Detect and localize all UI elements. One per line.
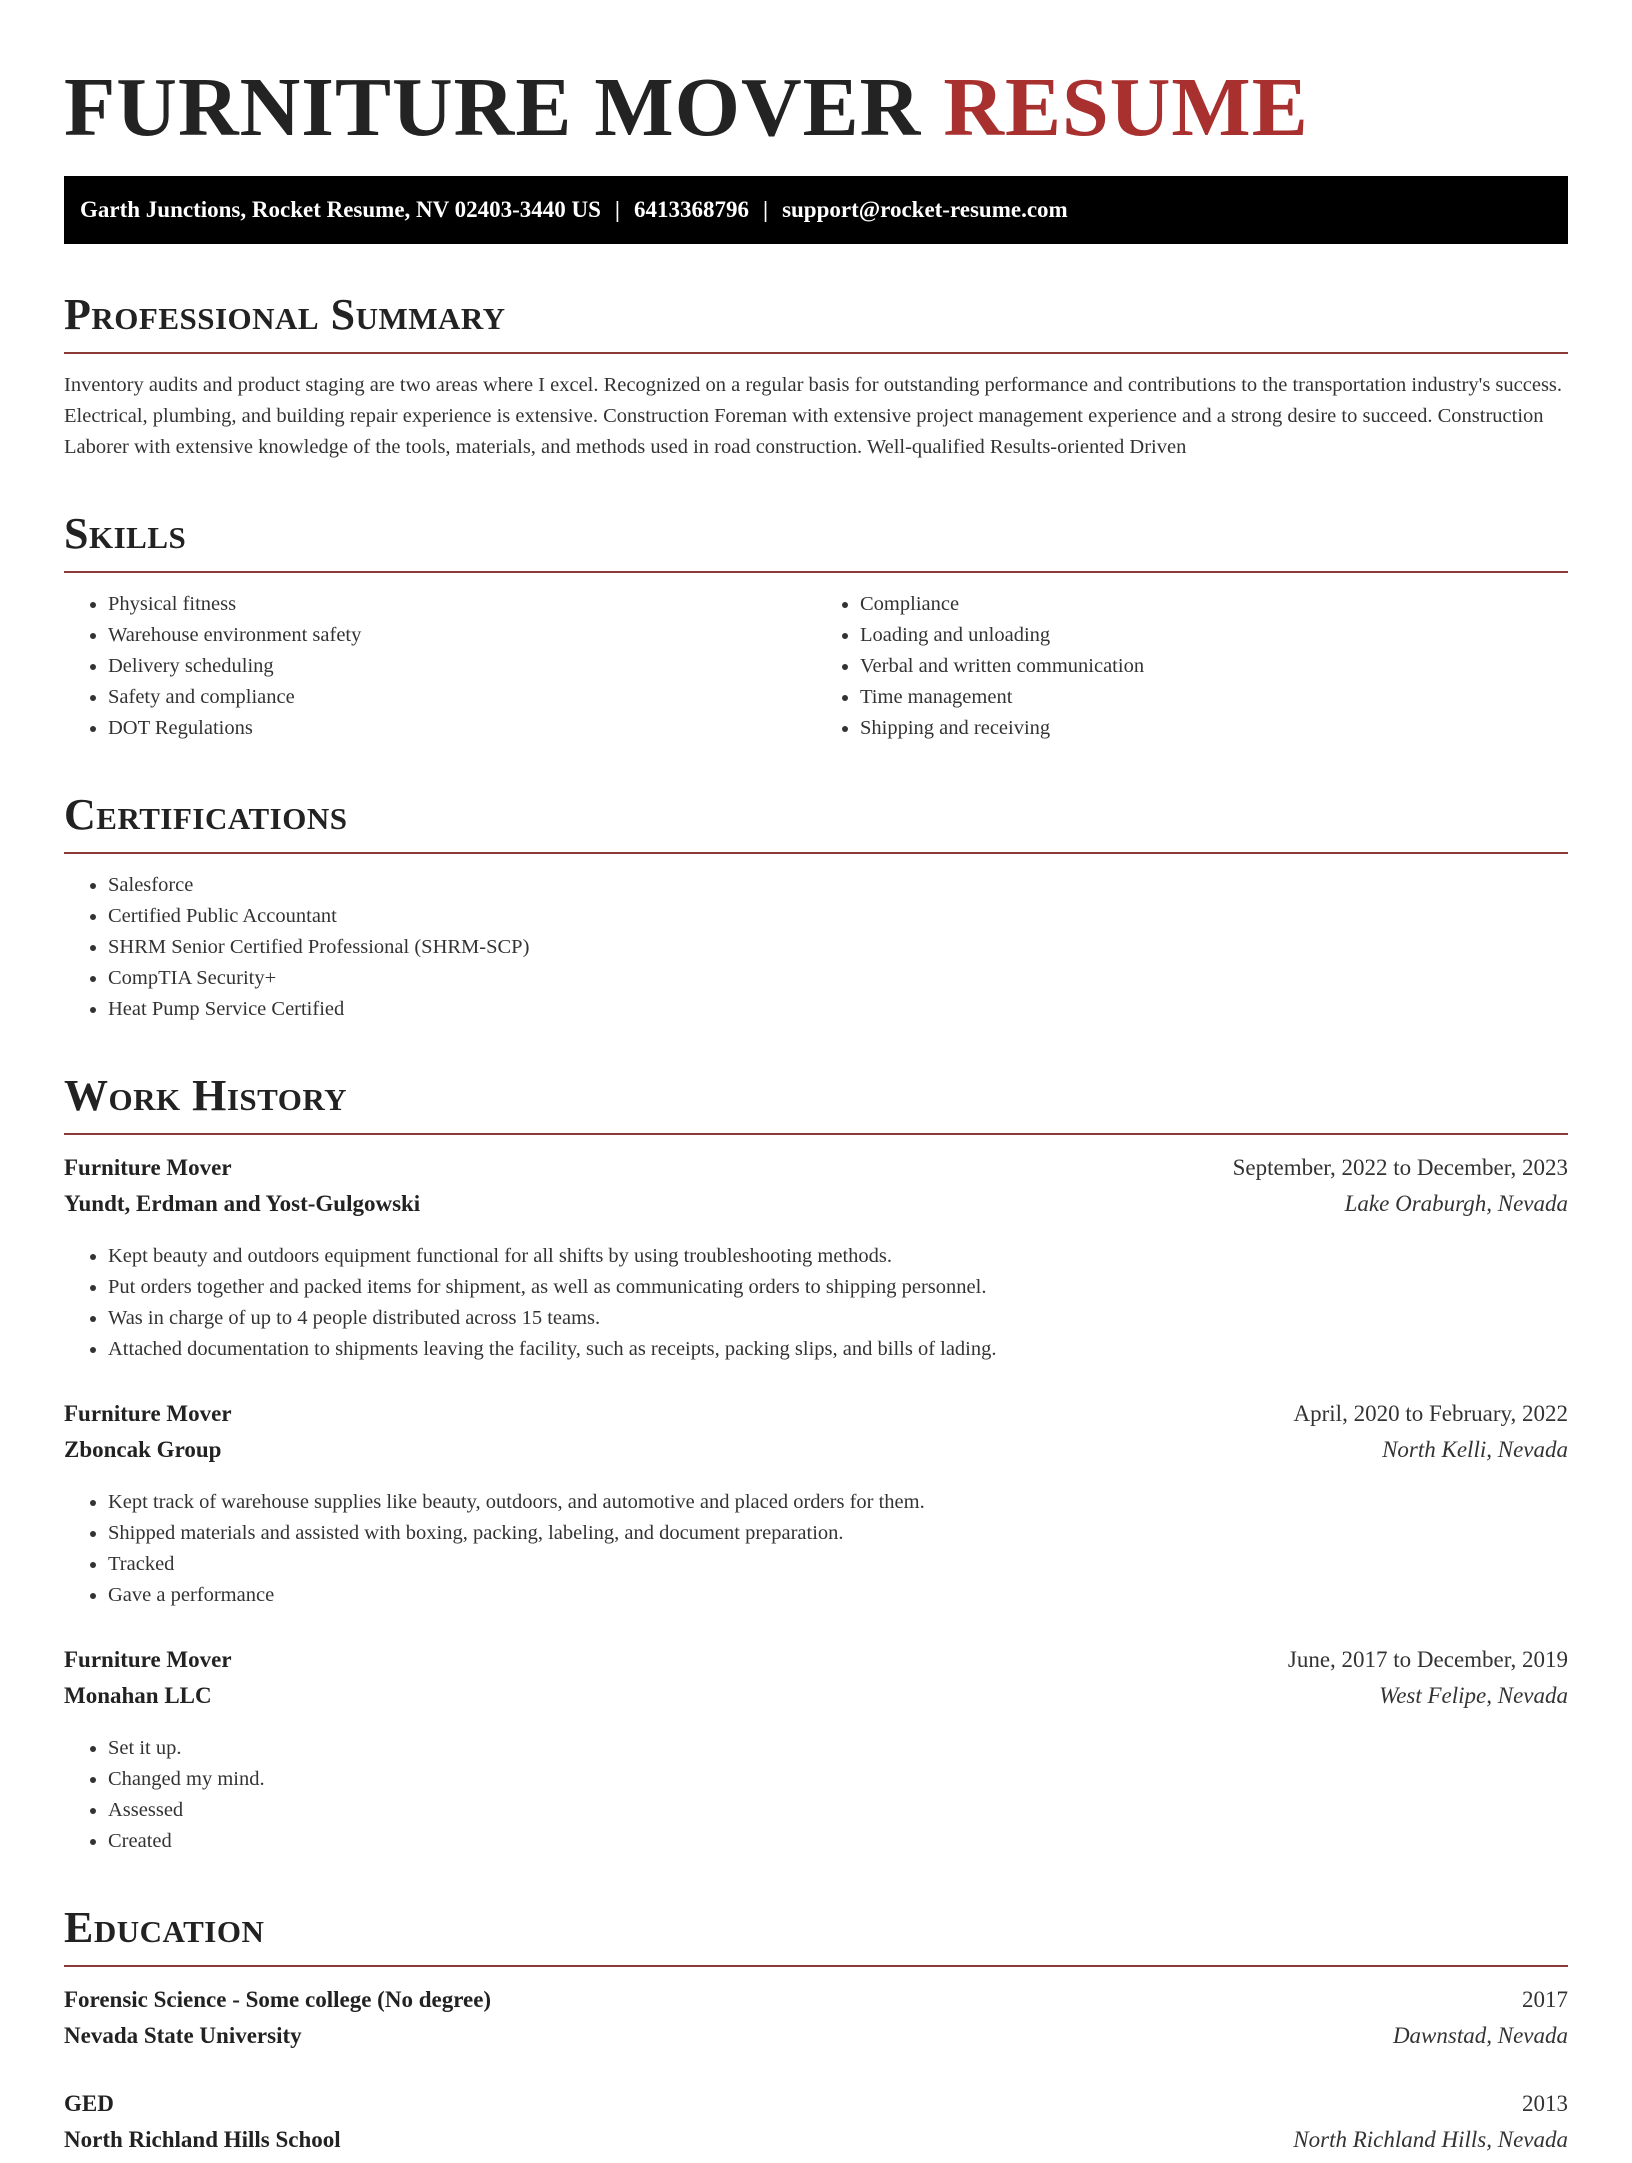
education-heading: Education bbox=[64, 1903, 265, 1952]
job-bullet: • Created bbox=[108, 1826, 1568, 1857]
job-bullet: • Shipped materials and assisted with boxing, packing, labeling, and document preparation. bbox=[108, 1518, 1568, 1549]
job-entry bbox=[64, 1401, 1568, 1611]
job-location: West Felipe, Nevada bbox=[1379, 1683, 1568, 1708]
education-entry bbox=[64, 2091, 1568, 2163]
job-company-row bbox=[64, 1683, 1568, 1719]
job-dates: June, 2017 to December, 2019 bbox=[1287, 1647, 1568, 1672]
job-bullet: • Tracked bbox=[108, 1549, 1568, 1580]
job-location: Lake Oraburgh, Nevada bbox=[1344, 1191, 1568, 1216]
job-bullets bbox=[64, 1733, 1568, 1857]
job-bullet: • Attached documentation to shipments leaving the facility, such as receipts, packing slips, and bills of lading. bbox=[108, 1334, 1568, 1365]
job-title: Furniture Mover bbox=[64, 1155, 232, 1180]
job-company-row bbox=[64, 1191, 1568, 1227]
job-bullet: • Assessed bbox=[108, 1795, 1568, 1826]
skill-item: • Physical fitness bbox=[108, 589, 816, 620]
education-section bbox=[64, 1901, 1568, 2163]
skills-list-left bbox=[64, 589, 816, 744]
skill-item: • Loading and unloading bbox=[860, 620, 1568, 651]
job-header-row bbox=[64, 1401, 1568, 1437]
skills-section bbox=[64, 507, 1568, 744]
education-header-row bbox=[64, 2091, 1568, 2127]
job-bullet: • Gave a performance bbox=[108, 1580, 1568, 1611]
skill-item: • Safety and compliance bbox=[108, 682, 816, 713]
skill-item: • DOT Regulations bbox=[108, 713, 816, 744]
job-title: Furniture Mover bbox=[64, 1647, 232, 1672]
job-company: Zboncak Group bbox=[64, 1437, 222, 1462]
education-location: North Richland Hills, Nevada bbox=[1293, 2127, 1568, 2152]
skill-item: • Delivery scheduling bbox=[108, 651, 816, 682]
section-divider bbox=[64, 1133, 1568, 1135]
job-header-row bbox=[64, 1155, 1568, 1191]
education-location: Dawnstad, Nevada bbox=[1392, 2023, 1568, 2048]
job-company-row bbox=[64, 1437, 1568, 1473]
skills-grid bbox=[64, 573, 1568, 744]
job-company: Yundt, Erdman and Yost-Gulgowski bbox=[64, 1191, 421, 1216]
job-location: North Kelli, Nevada bbox=[1382, 1437, 1568, 1462]
contact-separator: | bbox=[614, 197, 620, 222]
summary-section bbox=[64, 288, 1568, 463]
education-year: 2017 bbox=[1522, 1987, 1568, 2012]
job-dates: September, 2022 to December, 2023 bbox=[1232, 1155, 1568, 1180]
job-company: Monahan LLC bbox=[64, 1683, 212, 1708]
job-header-row bbox=[64, 1647, 1568, 1683]
work-history-section bbox=[64, 1069, 1568, 1857]
education-degree: GED bbox=[64, 2091, 114, 2116]
resume-title bbox=[64, 0, 1568, 168]
contact-address: Garth Junctions, Rocket Resume, NV 02403-3440 US bbox=[80, 197, 601, 222]
skill-item: • Verbal and written communication bbox=[860, 651, 1568, 682]
job-bullet: • Set it up. bbox=[108, 1733, 1568, 1764]
contact-separator: | bbox=[762, 197, 769, 222]
education-school-row bbox=[64, 2127, 1568, 2163]
contact-bar bbox=[64, 176, 1568, 244]
job-entry bbox=[64, 1155, 1568, 1365]
skill-item: • Compliance bbox=[860, 589, 1568, 620]
certifications-heading: Certifications bbox=[64, 790, 348, 839]
job-bullet: • Put orders together and packed items for shipment, as well as communicating orders to shipping personnel. bbox=[108, 1272, 1568, 1303]
section-divider bbox=[64, 852, 1568, 854]
job-bullet: • Was in charge of up to 4 people distributed across 15 teams. bbox=[108, 1303, 1568, 1334]
job-bullet: • Kept track of warehouse supplies like beauty, outdoors, and automotive and placed orders for them. bbox=[108, 1487, 1568, 1518]
title-accent: RESUME bbox=[943, 61, 1309, 154]
skills-heading: Skills bbox=[64, 509, 187, 558]
certification-item: • Heat Pump Service Certified bbox=[108, 994, 1568, 1025]
certification-item: • Certified Public Accountant bbox=[108, 901, 1568, 932]
certification-item: • Salesforce bbox=[108, 870, 1568, 901]
job-entry bbox=[64, 1647, 1568, 1857]
title-main: FURNITURE MOVER bbox=[64, 61, 922, 154]
certification-item: • SHRM Senior Certified Professional (SHRM-SCP) bbox=[108, 932, 1568, 963]
education-school: North Richland Hills School bbox=[64, 2127, 341, 2152]
section-divider bbox=[64, 1965, 1568, 1967]
job-dates: April, 2020 to February, 2022 bbox=[1293, 1401, 1568, 1426]
work-history-heading: Work History bbox=[64, 1071, 348, 1120]
job-bullets bbox=[64, 1487, 1568, 1611]
job-bullet: • Changed my mind. bbox=[108, 1764, 1568, 1795]
skill-item: • Time management bbox=[860, 682, 1568, 713]
summary-text: Inventory audits and product staging are two areas where I excel. Recognized on a regular basis for outstanding performance and contributions to the transportation industry's success. Electrical, plumbing, and building repair experience is extensive. Construction Foreman with extensive project management experience and a strong desire to succeed. Construction Laborer with extensive knowledge of the tools, materials, and methods used in road construction. Well-qualified Results-oriented Driven bbox=[64, 374, 1563, 458]
contact-email[interactable]: support@rocket-resume.com bbox=[782, 197, 1068, 222]
skill-item: • Warehouse environment safety bbox=[108, 620, 816, 651]
education-school: Nevada State University bbox=[64, 2023, 302, 2048]
job-bullets bbox=[64, 1241, 1568, 1365]
education-school-row bbox=[64, 2023, 1568, 2059]
job-bullet: • Kept beauty and outdoors equipment functional for all shifts by using troubleshooting methods. bbox=[108, 1241, 1568, 1272]
job-title: Furniture Mover bbox=[64, 1401, 232, 1426]
education-entry bbox=[64, 1987, 1568, 2059]
skills-list-right bbox=[816, 589, 1568, 744]
certifications-section bbox=[64, 788, 1568, 1025]
education-year: 2013 bbox=[1522, 2091, 1568, 2116]
skill-item: • Shipping and receiving bbox=[860, 713, 1568, 744]
education-header-row bbox=[64, 1987, 1568, 2023]
certifications-list bbox=[64, 870, 1568, 1025]
contact-phone[interactable]: 6413368796 bbox=[633, 197, 749, 222]
section-divider bbox=[64, 352, 1568, 354]
summary-heading: Professional Summary bbox=[64, 290, 506, 339]
education-degree: Forensic Science - Some college (No degree) bbox=[64, 1987, 492, 2012]
certification-item: • CompTIA Security+ bbox=[108, 963, 1568, 994]
